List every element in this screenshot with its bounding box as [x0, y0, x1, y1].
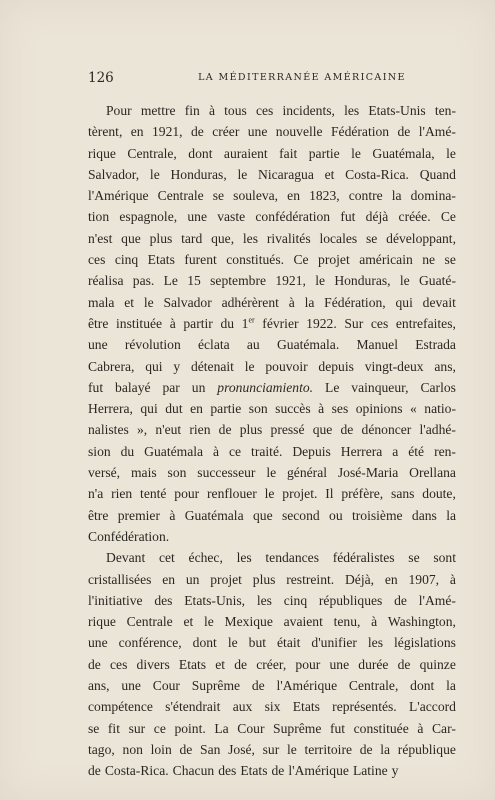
text-line: Salvador, le Honduras, le Nicaragua et Costa-Rica. Quand	[88, 166, 456, 182]
body-text	[88, 100, 456, 782]
running-title: LA MÉDITERRANÉE AMÉRICAINE	[198, 72, 406, 83]
text-line: versé, mais son successeur le général José-Maria Orellana	[88, 465, 456, 481]
text-line: l'Amérique Centrale se souleva, en 1823, contre la domina-	[88, 188, 456, 204]
text-line: de ces divers Etats et de créer, pour une durée de quinze	[88, 656, 456, 672]
text-line: être premier à Guatémala que second ou troisième dans la	[88, 507, 456, 523]
text-line: Herrera, qui dut en partie son succès à ses opinions « natio-	[88, 401, 456, 417]
text-line: tion espagnole, une vaste confédération fut déjà créée. Ce	[88, 209, 456, 225]
text-line: fut balayé par un pronunciamiento. Le vainqueur, Carlos	[88, 379, 456, 395]
text-line: cristallisées en un projet plus restreint. Déjà, en 1907, à	[88, 571, 456, 587]
text-line: tago, non loin de San José, sur le territoire de la république	[88, 741, 456, 757]
text-line: ces cinq Etats furent constitués. Ce projet américain ne se	[88, 252, 456, 268]
paragraph	[88, 547, 456, 781]
text-line: Confédération.	[88, 528, 170, 544]
text-line: ans, une Cour Suprême de l'Amérique Centrale, dont la	[88, 678, 456, 694]
text-line: rique Centrale et le Mexique avaient tenu, à Washington,	[88, 614, 456, 630]
page-header	[88, 70, 456, 88]
text-line: se fit sur ce point. La Cour Suprême fut constituée à Car-	[88, 720, 456, 736]
text-line: rique Centrale, dont auraient fait partie le Guatémala, le	[88, 145, 456, 161]
text-line: mala et le Salvador adhérèrent à la Fédération, qui devait	[88, 294, 456, 310]
text-line: n'a rien tenté pour renflouer le projet. Il préfère, sans doute,	[88, 486, 456, 502]
paragraph	[88, 100, 456, 547]
text-line: être instituée à partir du 1er février 1922. Sur ces entrefaites,	[88, 315, 456, 331]
text-line: nalistes », n'eut rien de plus pressé que de dénoncer l'adhé-	[88, 422, 456, 438]
text-line: Pour mettre fin à tous ces incidents, les Etats-Unis ten-	[106, 103, 456, 118]
text-line: de Costa-Rica. Chacun des Etats de l'Amérique Latine y	[88, 763, 399, 779]
text-line: réalisa pas. Le 15 septembre 1921, le Honduras, le Guaté-	[88, 273, 456, 289]
text-line: tèrent, en 1921, de créer une nouvelle Fédération de l'Amé-	[88, 124, 456, 140]
text-line: une conférence, dont le but était d'unifier les législations	[88, 635, 456, 651]
text-line: n'est que plus tard que, les rivalités locales se développant,	[88, 230, 456, 246]
text-line: Devant cet échec, les tendances fédéralistes se sont	[106, 550, 456, 566]
text-line: l'initiative des Etats-Unis, les cinq républiques de l'Amé-	[88, 592, 456, 608]
text-line: compétence s'étendrait aux six Etats représentés. L'accord	[88, 699, 456, 715]
text-line: sion du Guatémala à ce traité. Depuis Herrera a été ren-	[88, 443, 456, 459]
page-number: 126	[88, 70, 114, 86]
text-line: une révolution éclata au Guatémala. Manuel Estrada	[88, 337, 456, 353]
text-line: Cabrera, qui y détenait le pouvoir depuis vingt-deux ans,	[88, 358, 456, 374]
